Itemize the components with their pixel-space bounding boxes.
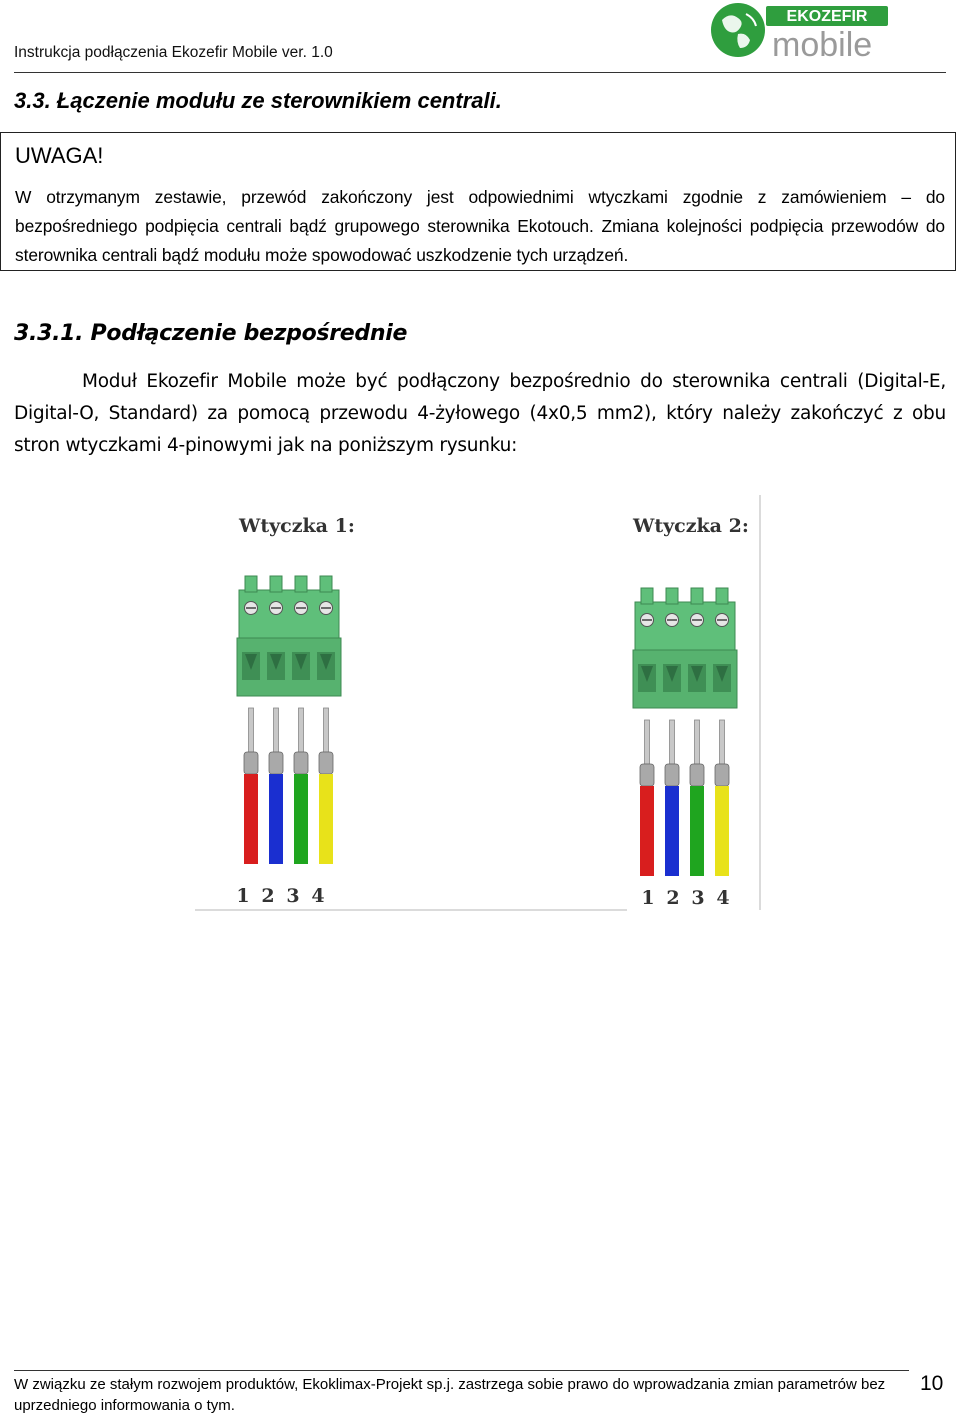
pin-number: 4 bbox=[311, 885, 325, 907]
plug-2-connector bbox=[633, 588, 737, 876]
wire bbox=[244, 774, 258, 864]
plug-1-label: Wtyczka 1: bbox=[239, 515, 355, 537]
wire bbox=[715, 786, 729, 876]
pin-number: 2 bbox=[666, 887, 680, 909]
warning-text: W otrzymanym zestawie, przewód zakończony jest odpowiednimi wtyczkami zgodnie z zamówieniem – do bezpośredniego podpięcia centrali bądź grupowego sterownika Ekotouch. Zmiana kolejności podpięcia przewodów do sterownika centrali bądź modułu może spowodować uszkodzenie tych urządzeń. bbox=[15, 187, 945, 265]
wire bbox=[640, 786, 654, 876]
warning-title: UWAGA! bbox=[15, 143, 104, 168]
logo-brand-text: EKOZEFIR bbox=[786, 8, 868, 25]
subsection-paragraph: Moduł Ekozefir Mobile może być podłączony bezpośrednio do sterownika centrali (Digital-E, Digital-O, Standard) za pomocą przewodu 4-żyłowego (4x0,5 mm2), który należy zakończyć z obu stron wtyczkami 4-pinowymi jak na poniższym rysunku: bbox=[14, 371, 946, 456]
subsection-heading: 3.3.1. Podłączenie bezpośrednie bbox=[14, 321, 408, 346]
header-divider bbox=[14, 72, 946, 73]
pin-number: 3 bbox=[691, 887, 705, 909]
pin-number: 4 bbox=[716, 887, 730, 909]
wire bbox=[319, 774, 333, 864]
pin-number: 3 bbox=[286, 885, 300, 907]
wire bbox=[665, 786, 679, 876]
pin-number: 1 bbox=[641, 887, 655, 909]
plug-wiring-figure bbox=[195, 490, 770, 920]
document-header-title: Instrukcja podłączenia Ekozefir Mobile ver. 1.0 bbox=[14, 44, 333, 61]
warning-box bbox=[0, 132, 956, 271]
wire bbox=[690, 786, 704, 876]
ekozefir-mobile-logo bbox=[708, 0, 893, 66]
section-heading: 3.3. Łączenie modułu ze sterownikiem centrali. bbox=[14, 88, 502, 113]
pin-number: 2 bbox=[261, 885, 275, 907]
page-number: 10 bbox=[920, 1372, 944, 1395]
plug-1-pin-numbers bbox=[236, 885, 324, 907]
logo-product-text: mobile bbox=[772, 26, 873, 64]
plug-2-pin-numbers bbox=[641, 887, 729, 909]
footer-divider bbox=[14, 1370, 909, 1371]
pin-number: 1 bbox=[236, 885, 250, 907]
wire bbox=[294, 774, 308, 864]
footer-disclaimer: W związku ze stałym rozwojem produktów, Ekoklimax-Projekt sp.j. zastrzega sobie prawo do wprowadzania zmian parametrów bez uprzedniego informowania o tym. bbox=[14, 1376, 886, 1414]
plug-2-label: Wtyczka 2: bbox=[633, 515, 749, 537]
plug-1-connector bbox=[237, 576, 341, 864]
wire bbox=[269, 774, 283, 864]
